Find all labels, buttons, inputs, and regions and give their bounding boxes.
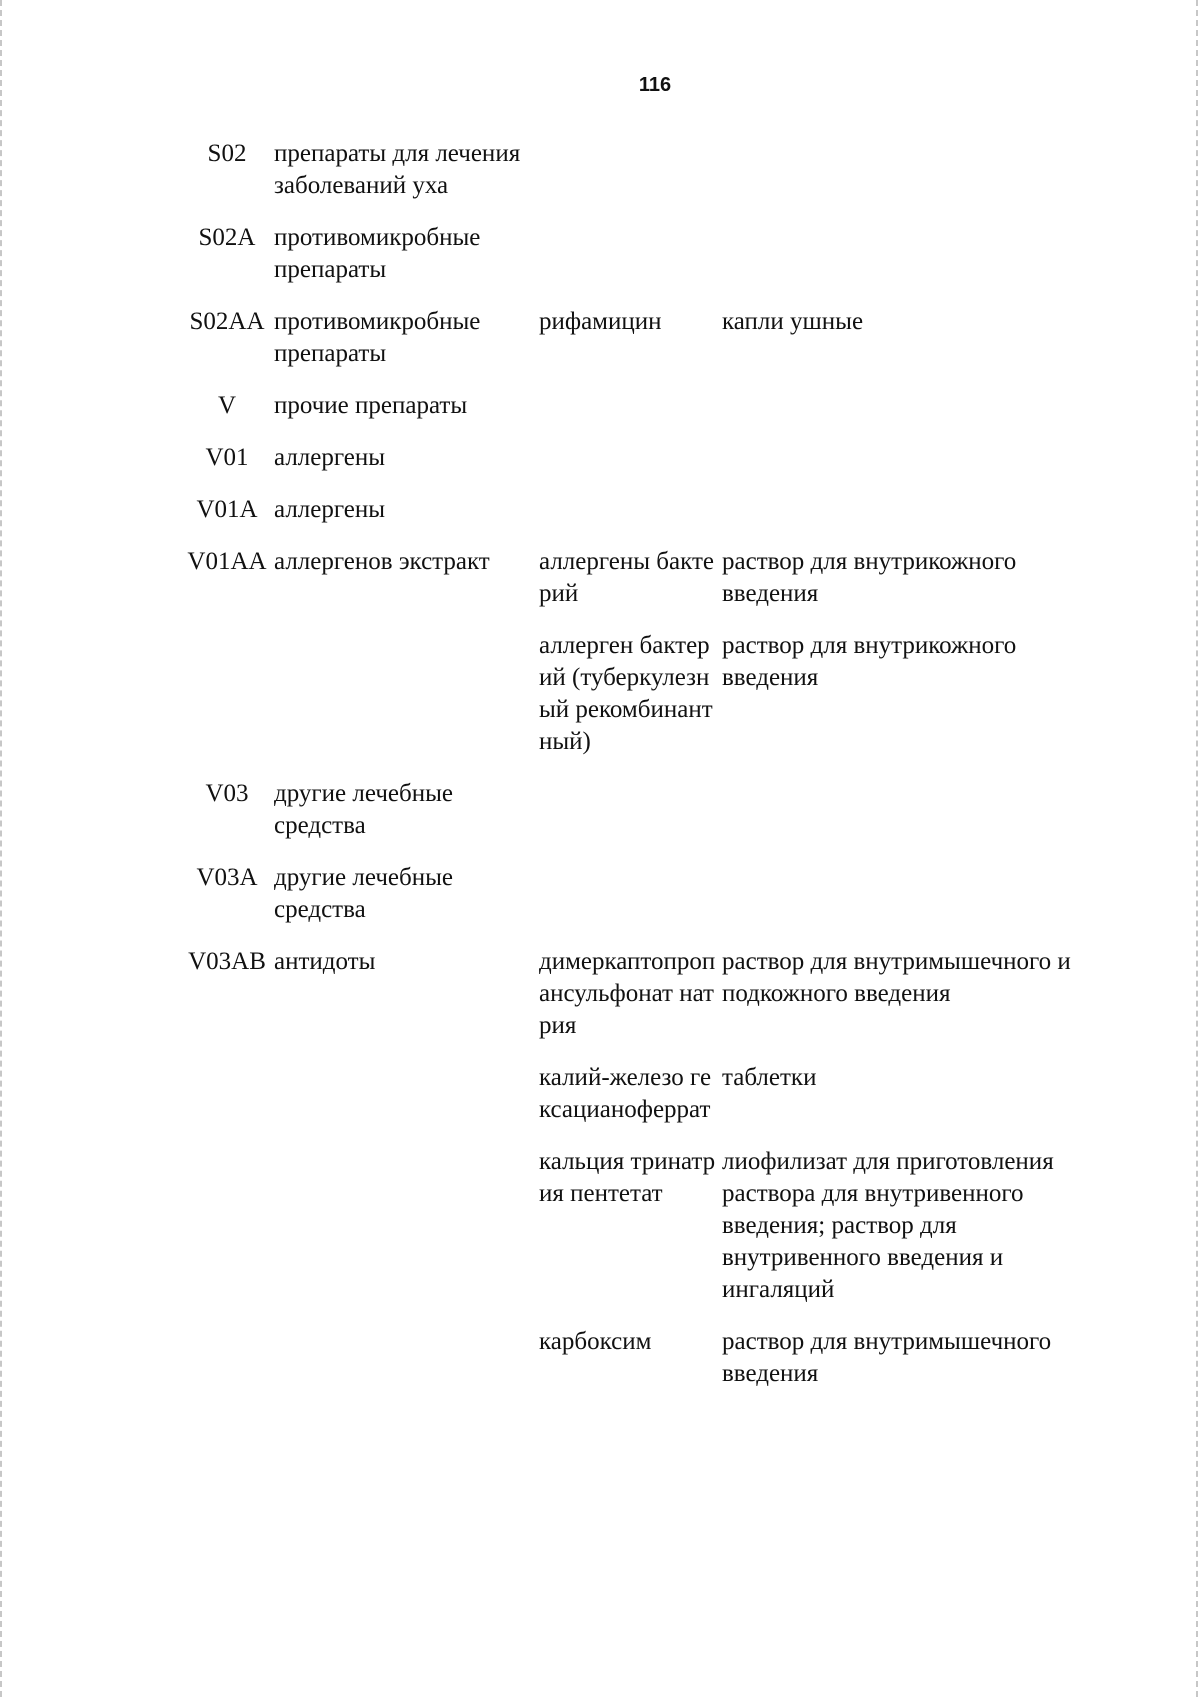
table-row [180,138,1080,202]
atc-code: S02A [198,224,256,251]
group-name: другие лечебные средства [274,780,453,839]
dosage-form: капли ушные [722,308,864,335]
atc-code: V01A [196,496,258,523]
drug-entry [539,1062,1077,1126]
atc-code: V03 [205,780,249,807]
drug-list [539,306,1077,338]
table-row [180,546,1080,758]
group-name: противомикробные препараты [274,308,481,367]
table-row [180,442,1080,474]
dosage-form: раствор для внутрикожного введения [722,548,1017,607]
group-name: аллергенов экстракт [274,548,490,575]
group-name: препараты для лечения заболеваний уха [274,140,521,199]
drug-name: карбоксим [539,1328,652,1355]
page-number: 116 [638,74,672,96]
scan-edge-left [0,0,4,1697]
drug-entry [539,1326,1077,1390]
group-name: другие лечебные средства [274,864,453,923]
drug-name: димеркаптопропансульфонат натрия [539,948,716,1039]
atc-code: S02 [207,140,247,167]
drug-entry [539,306,1077,338]
drug-entry [539,630,1077,758]
table-row [180,494,1080,526]
drug-entry [539,946,1077,1042]
atc-code: S02AA [189,308,265,335]
atc-code: V03A [196,864,258,891]
group-name: аллергены [274,444,386,471]
atc-code: V [217,392,237,419]
table-row [180,390,1080,422]
group-name: прочие препараты [274,392,468,419]
table-row [180,862,1080,926]
dosage-form: раствор для внутримышечного и подкожного введения [722,948,1071,1007]
drug-list [539,946,1077,1390]
atc-code: V01 [205,444,249,471]
table-row [180,946,1080,1390]
scan-edge-right [1196,0,1200,1697]
group-name: противомикробные препараты [274,224,481,283]
table-row [180,778,1080,842]
table-row [180,306,1080,370]
group-name: антидоты [274,948,376,975]
drug-classification-table [180,138,1080,1410]
drug-name: аллерген бактерий (туберкулезный рекомбинантный) [539,632,713,755]
drug-name: рифамицин [539,308,662,335]
drug-list [539,546,1077,758]
drug-name: калий-железо гексацианоферрат [539,1064,712,1123]
atc-code: V03AB [188,948,266,975]
drug-entry [539,1146,1077,1306]
dosage-form: таблетки [722,1064,817,1091]
group-name: аллергены [274,496,386,523]
table-row [180,222,1080,286]
drug-entry [539,546,1077,610]
dosage-form: раствор для внутрикожного введения [722,632,1017,691]
drug-name: кальция тринатрия пентетат [539,1148,716,1207]
dosage-form: раствор для внутримышечного введения [722,1328,1052,1387]
drug-name: аллергены бактерий [539,548,714,607]
dosage-form: лиофилизат для приготовления раствора для внутривенного введения; раствор для внутривенного введения и ингаляций [722,1148,1054,1303]
atc-code: V01AA [187,548,267,575]
